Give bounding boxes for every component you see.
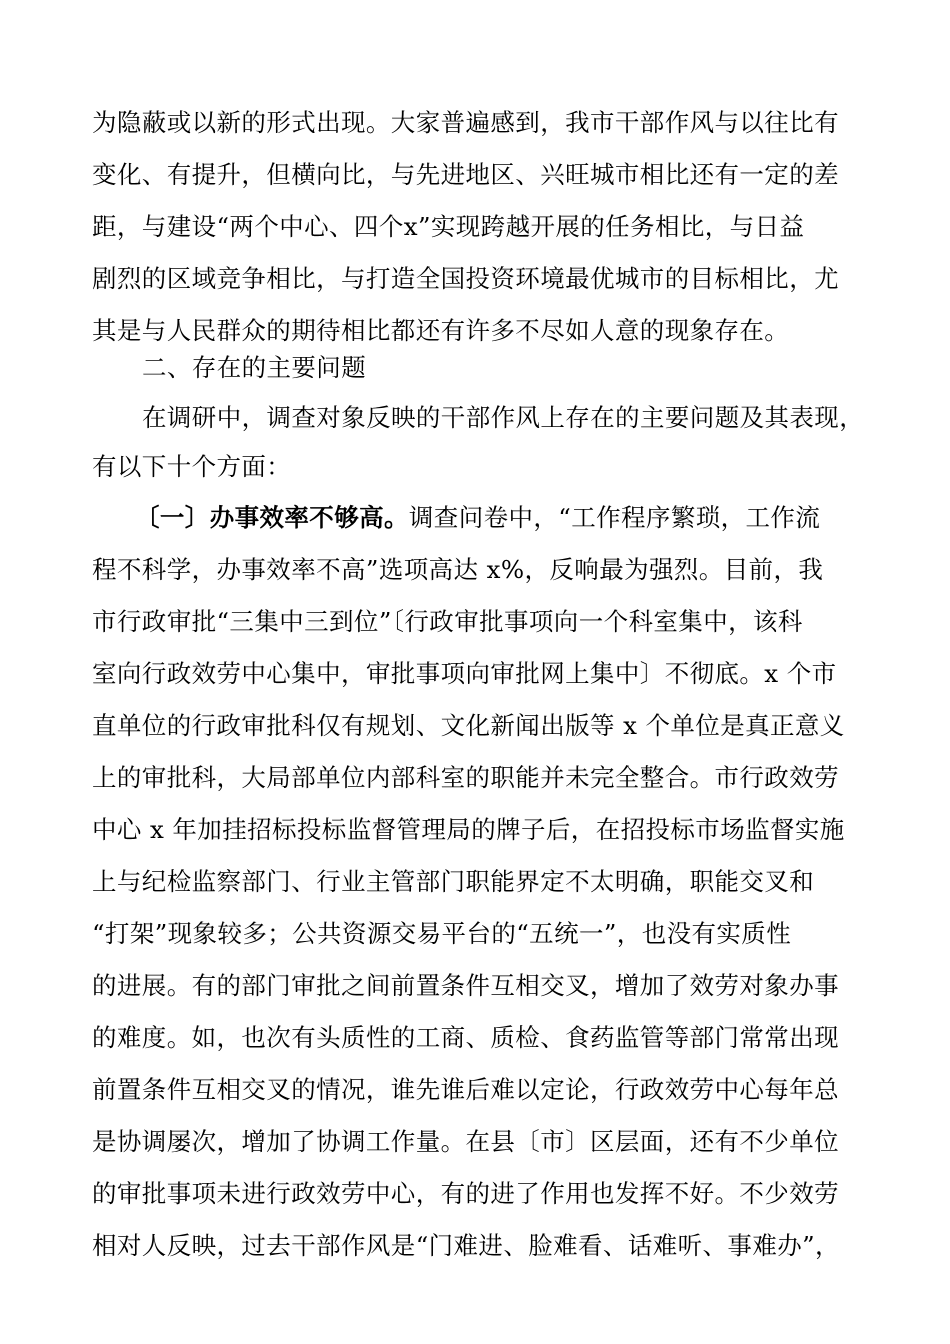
paragraph-line: 剧烈的区域竞争相比，与打造全国投资环境最优城市的目标相比，尤 [92, 264, 839, 293]
paragraph-line: 的进展。有的部门审批之间前置条件互相交叉，增加了效劳对象办事 [92, 971, 839, 1000]
paragraph-line: 室向行政效劳中心集中，审批事项向审批网上集中〕不彻底。x 个市 [92, 659, 837, 688]
paragraph-line: 直单位的行政审批科仅有规划、文化新闻出版等 x 个单位是真正意义 [92, 711, 845, 740]
section1-first-line [135, 498, 820, 538]
paragraph-line: 相对人反映，过去干部作风是“门难进、脸难看、话难听、事难办”， [92, 1231, 840, 1260]
paragraph-line: 市行政审批“三集中三到位”〔行政审批事项向一个科室集中，该科 [92, 607, 803, 636]
intro-line: 有以下十个方面： [92, 452, 292, 481]
section1-title: 〔一〕办事效率不够高。 [135, 503, 409, 532]
paragraph-line: 距，与建设“两个中心、四个x”实现跨越开展的任务相比，与日益 [92, 212, 805, 241]
paragraph-line: 前置条件互相交叉的情况，谁先谁后难以定论，行政效劳中心每年总 [92, 1075, 839, 1104]
paragraph-line: 是协调屡次，增加了协调工作量。在县〔市〕区层面，还有不少单位 [92, 1127, 839, 1156]
paragraph-line: 程不科学，办事效率不高”选项高达 x%，反响最为强烈。目前，我 [92, 555, 824, 584]
paragraph-line: 其是与人民群众的期待相比都还有许多不尽如人意的现象存在。 [92, 316, 790, 345]
paragraph-line: 为隐蔽或以新的形式出现。大家普遍感到，我市干部作风与以往比有 [92, 108, 839, 137]
paragraph-line: 中心 x 年加挂招标投标监督管理局的牌子后，在招投标市场监督实施 [92, 815, 845, 844]
paragraph-line: 的难度。如，也次有头质性的工商、质检、食药监管等部门常常出现 [92, 1023, 839, 1052]
intro-line: 在调研中，调查对象反映的干部作风上存在的主要问题及其表现， [142, 403, 865, 432]
section1-first-line-text: 调查问卷中，“工作程序繁琐，工作流 [408, 503, 821, 532]
paragraph-line: 上与纪检监察部门、行业主管部门职能界定不太明确，职能交叉和 [92, 867, 815, 896]
paragraph-line: 变化、有提升，但横向比，与先进地区、兴旺城市相比还有一定的差 [92, 160, 839, 189]
paragraph-line: 的审批事项未进行政效劳中心，有的进了作用也发挥不好。不少效劳 [92, 1179, 839, 1208]
paragraph-line: 上的审批科，大局部单位内部科室的职能并未完全整合。市行政效劳 [92, 763, 839, 792]
paragraph-line: “打架”现象较多；公共资源交易平台的“五统一”，也没有实质性 [92, 919, 792, 948]
section-heading: 二、存在的主要问题 [142, 353, 367, 382]
